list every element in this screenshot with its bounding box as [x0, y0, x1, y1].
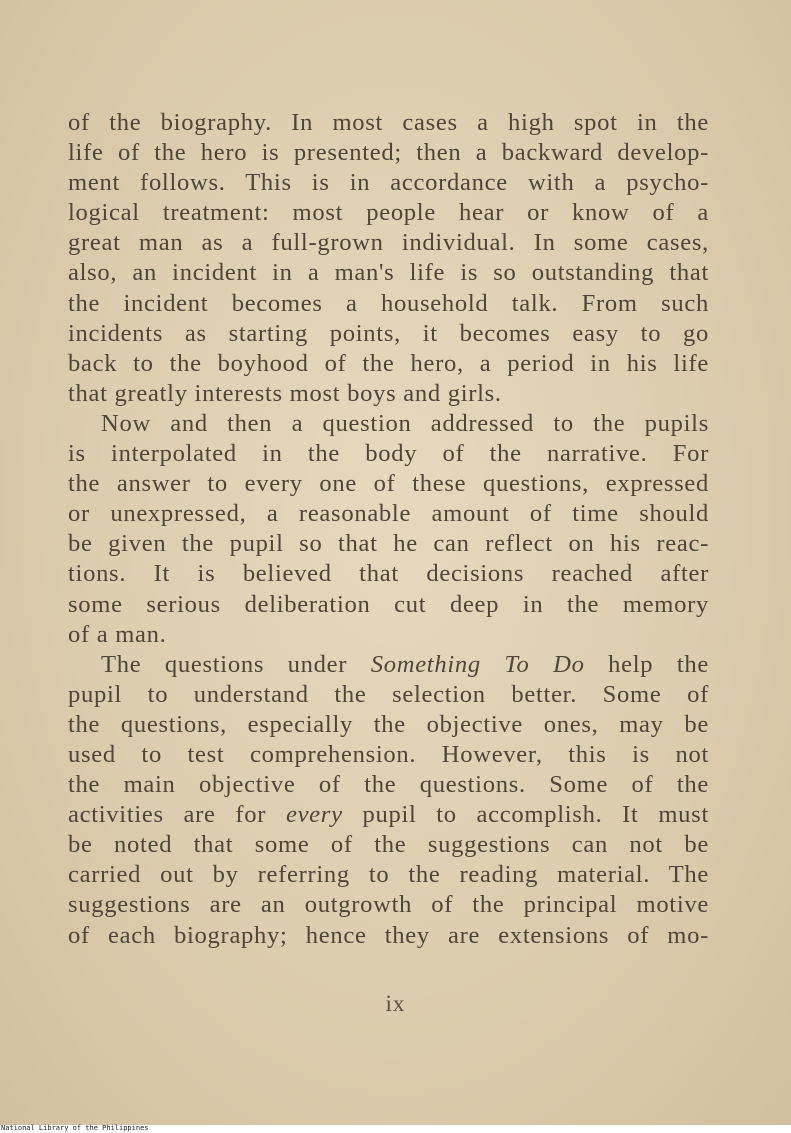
text-line [68, 529, 709, 559]
text-line [68, 349, 709, 379]
text-line [68, 590, 709, 620]
text-segment: or unexpressed, a reasonable amount of time should [68, 500, 709, 528]
text-line [68, 439, 709, 469]
text-line [68, 860, 709, 890]
text-segment: ment follows. This is in accordance with a psycho- [68, 169, 709, 197]
text-segment: used to test comprehension. However, this is not [68, 740, 709, 768]
text-segment: also, an incident in a man's life is so outstanding that [68, 259, 709, 287]
page-number: ix [385, 991, 406, 1016]
text-line [68, 559, 709, 589]
text-line [68, 620, 709, 650]
text-segment: that greatly interests most boys and girls. [68, 379, 502, 407]
text-line [68, 228, 709, 258]
text-line [68, 740, 709, 770]
text-segment: the main objective of the questions. Some of the [68, 771, 709, 799]
text-segment: is interpolated in the body of the narrative. For [68, 440, 709, 468]
text-line [68, 379, 709, 409]
text-line [68, 830, 709, 860]
text-segment: be noted that some of the suggestions can not be [68, 831, 709, 859]
italic-text: Something To Do [370, 650, 585, 678]
text-line [68, 770, 709, 800]
text-line [68, 138, 709, 168]
text-line [68, 710, 709, 740]
text-segment: the answer to every one of these questions, expressed [68, 470, 709, 498]
text-line [68, 319, 709, 349]
text-segment: the incident becomes a household talk. From such [68, 289, 709, 317]
text-line [68, 921, 709, 951]
text-line [68, 499, 709, 529]
text-segment: life of the hero is presented; then a backward develop- [68, 139, 709, 167]
text-line [68, 108, 709, 138]
text-segment: of each biography; hence they are extensions of mo- [68, 921, 709, 949]
text-line [68, 680, 709, 710]
text-segment: tions. It is believed that decisions reached after [68, 560, 709, 588]
text-segment: activities are for [68, 801, 286, 829]
text-segment: great man as a full-grown individual. In some cases, [68, 229, 709, 257]
text-segment: of the biography. In most cases a high spot in the [68, 109, 709, 136]
text-segment: some serious deliberation cut deep in the memory [68, 590, 709, 618]
text-segment: back to the boyhood of the hero, a period in his life [68, 349, 709, 377]
text-segment: be given the pupil so that he can reflect on his reac- [68, 530, 709, 558]
text-segment: pupil to accomplish. It must [342, 801, 709, 829]
text-segment: suggestions are an outgrowth of the principal motive [68, 891, 709, 919]
text-segment: pupil to understand the selection better. Some of [68, 680, 709, 708]
text-line [68, 289, 709, 319]
page-body-text [68, 108, 709, 951]
text-line [68, 168, 709, 198]
text-line [68, 198, 709, 228]
footer-watermark-text: National Library of the Philippines [1, 1124, 149, 1132]
text-segment: Now and then a question addressed to the pupils [101, 409, 709, 437]
text-line [68, 469, 709, 499]
text-line [68, 409, 709, 439]
text-line [68, 650, 709, 680]
text-line [68, 258, 709, 288]
text-segment: logical treatment: most people hear or know of a [68, 199, 709, 227]
text-segment: incidents as starting points, it becomes easy to go [68, 319, 709, 347]
text-segment: the questions, especially the objective ones, may be [68, 710, 709, 738]
text-segment: The questions under [101, 650, 371, 678]
text-line [68, 800, 709, 830]
text-segment: help the [584, 650, 709, 678]
footer-bar [0, 1125, 791, 1133]
text-segment: of a man. [68, 620, 167, 648]
text-segment: carried out by referring to the reading material. The [68, 861, 709, 889]
italic-text: every [285, 801, 343, 829]
text-line [68, 890, 709, 920]
